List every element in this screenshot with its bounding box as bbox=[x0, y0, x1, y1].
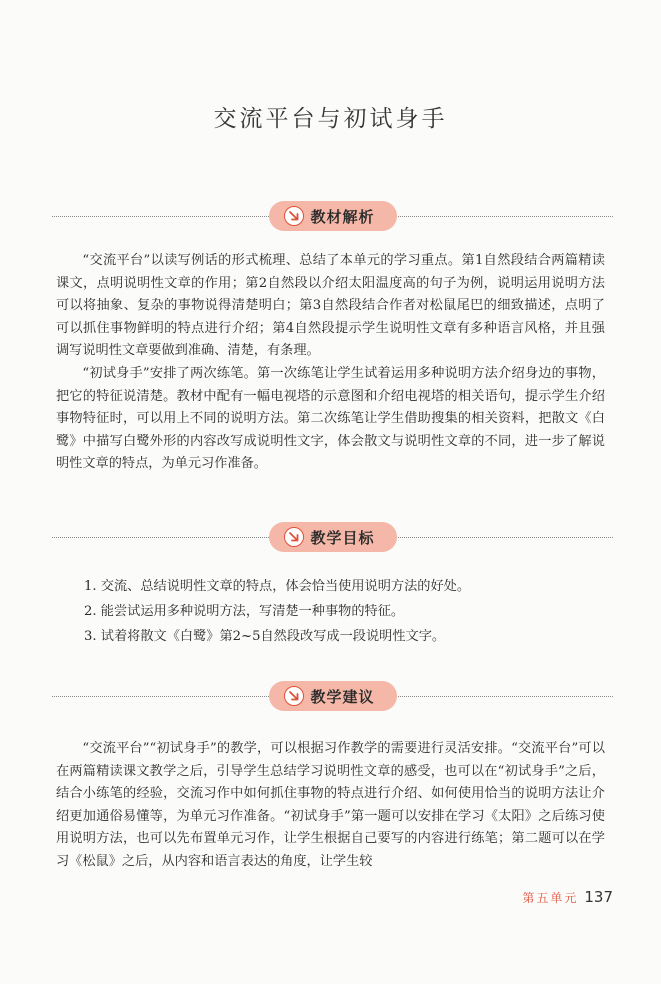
section-badge bbox=[269, 522, 397, 552]
list-item: 2. 能尝试运用多种说明方法，写清楚一种事物的特征。 bbox=[84, 604, 405, 619]
section-header-analysis bbox=[52, 199, 613, 233]
section-badge bbox=[269, 681, 397, 711]
page-number: 137 bbox=[584, 888, 613, 906]
page-title: 交流平台与初试身手 bbox=[213, 106, 448, 132]
arrow-circle-icon bbox=[284, 206, 304, 226]
section-badge bbox=[269, 201, 397, 231]
section-heading: 教学建议 bbox=[310, 687, 375, 706]
paragraph: “交流平台”以读写例话的形式梳理、总结了本单元的学习重点。第1自然段结合两篇精读课文，点明说明性文章的作用；第2自然段以介绍太阳温度高的句子为例，说明运用说明方法可以将抽象、复杂的事物说得清楚明白；第3自然段结合作者对松鼠尾巴的细致描述，点明了可以抓住事物鲜明的特点进行介绍；第4自然段提示学生说明性文章有多种语言风格，并且强调写说明性文章要做到准确、清楚，有条理。 bbox=[56, 253, 605, 358]
section-heading: 教学目标 bbox=[310, 528, 375, 547]
list-item: 3. 试着将散文《白鹭》第2~5自然段改写成一段说明性文字。 bbox=[84, 629, 446, 644]
paragraph: “交流平台”“初试身手”的教学，可以根据习作教学的需要进行灵活安排。“交流平台”可以在两篇精读课文教学之后，引导学生总结学习说明性文章的感受，也可以在“初试身手”之后，结合小练笔的经验，交流习作中如何抓住事物的特点进行介绍、如何使用恰当的说明方法让介绍更加通俗易懂等，为单元习作准备。“初试身手”第一题可以安排在学习《太阳》之后练习使用说明方法，也可以先布置单元习作，让学生根据自己要写的内容进行练笔；第二题可以在学习《松鼠》之后，从内容和语言表达的角度，让学生较 bbox=[56, 741, 605, 869]
section-header-suggestions bbox=[52, 679, 613, 713]
list-item: 1. 交流、总结说明性文章的特点，体会恰当使用说明方法的好处。 bbox=[84, 579, 471, 594]
arrow-circle-icon bbox=[284, 527, 304, 547]
page-footer bbox=[522, 888, 613, 906]
paragraph: “初试身手”安排了两次练笔。第一次练笔让学生试着运用多种说明方法介绍身边的事物，把它的特征说清楚。教材中配有一幅电视塔的示意图和介绍电视塔的相关语句，提示学生介绍事物特征时，可以用上不同的说明方法。第二次练笔让学生借助搜集的相关资料，把散文《白鹭》中描写白鹭外形的内容改写成说明性文字，体会散文与说明性文章的不同，进一步了解说明性文章的特点，为单元习作准备。 bbox=[56, 366, 605, 471]
section-header-goals bbox=[52, 520, 613, 554]
goals-list bbox=[84, 574, 604, 649]
unit-label: 第五单元 bbox=[522, 891, 579, 905]
section-heading: 教材解析 bbox=[310, 207, 375, 226]
arrow-circle-icon bbox=[284, 686, 304, 706]
